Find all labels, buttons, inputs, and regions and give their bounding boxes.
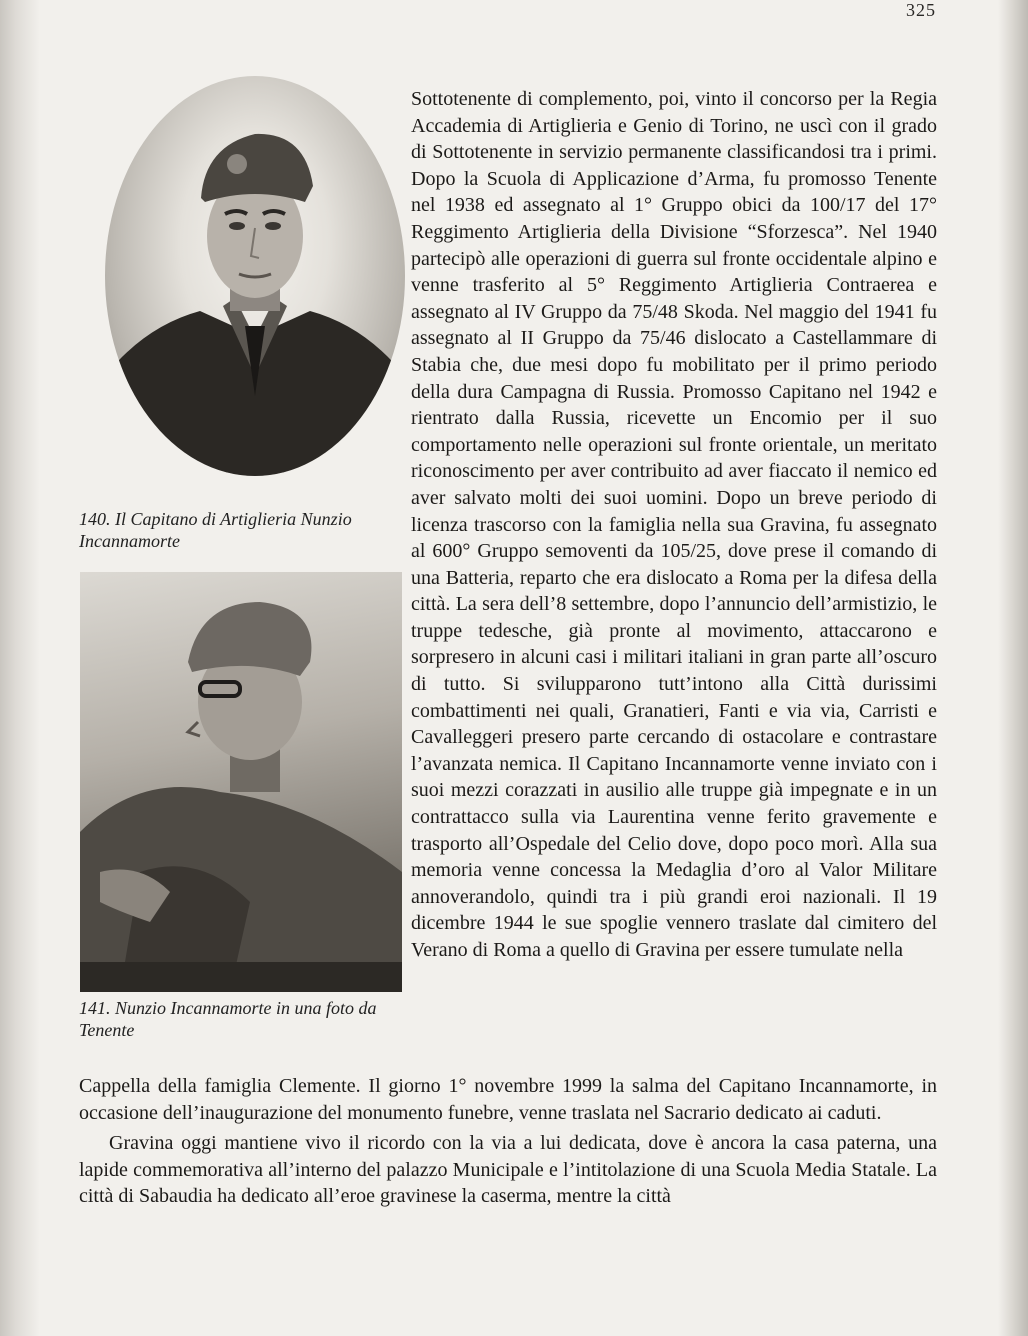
portrait-photo-captain bbox=[105, 76, 405, 476]
photo-lieutenant bbox=[80, 572, 402, 992]
body-paragraph-1-continued: Cappella della famiglia Clemente. Il giorno 1° novembre 1999 la salma del Capitano Incannamorte, in occasione dell’inaugurazione del monumento funebre, venne traslata nel Sacrario dedicato ai caduti. bbox=[79, 1075, 937, 1124]
figure-141-caption: 141. Nunzio Incannamorte in una foto da Tenente bbox=[79, 998, 377, 1040]
page-number: 325 bbox=[906, 0, 936, 20]
lieutenant-illustration bbox=[80, 572, 402, 992]
body-text-column bbox=[411, 86, 937, 964]
body-text-full-width bbox=[79, 1073, 937, 1210]
scan-shadow-right bbox=[998, 0, 1028, 1336]
figure-140-caption: 140. Il Capitano di Artiglieria Nunzio Incannamorte bbox=[79, 509, 352, 551]
body-paragraph-1: Sottotenente di complemento, poi, vinto il concorso per la Regia Accademia di Artiglieria e Genio di Torino, ne uscì con il grado di Sottotenente in servizio permanente classificandosi tra i primi. Dopo la Scuola di Applicazione d’Arma, fu promosso Tenente nel 1938 ed assegnato al 1° Gruppo obici da 100/17 del 17° Reggimento Artiglieria della Divisione “Sforzesca”. Nel 1940 partecipò alle operazioni di guerra sul fronte occidentale alpino e venne trasferito al 5° Reggimento Artiglieria Contraerea e assegnato al IV Gruppo da 75/48 Skoda. Nel maggio del 1941 fu assegnato al II Gruppo da 75/46 dislocato a Castellammare di Stabia che, due mesi dopo fu mobilitato per il primo periodo della dura Campagna di Russia. Promosso Capitano nel 1942 e rientrato dalla Russia, ricevette un Encomio per il suo comportamento nelle operazioni sul fronte orientale, un meritato riconoscimento per aver contribuito ad aver fiaccato il nemico ed aver salvato molti dei suoi uomini. Dopo un breve periodo di licenza trascorso con la famiglia nella sua Gravina, fu assegnato al 600° Gruppo semoventi da 105/25, dove prese il comando di una Batteria, reparto che era dislocato a Roma per la difesa della città. La sera dell’8 settembre, dopo l’annuncio dell’armistizio, le truppe tedesche, già pronte al movimento, attaccarono e sorpresero in alcuni casi i militari italiani in gran parte all’oscuro di tutto. Si svilupparono tutt’intono alla Città durissimi combattimenti nei quali, Granatieri, Fanti e via via, Carristi e Cavalleggeri presero parte cercando di ostacolare e contrastare l’avanzata nemica. Il Capitano Incannamorte venne inviato con i suoi mezzi corazzati in ausilio alle truppe già impegnate e in un contrattacco sulla via Laurentina venne ferito gravemente e trasporto all’Ospedale del Celio dove, dopo poco morì. Alla sua memoria venne concessa la Medaglia d’oro al Valor Militare annoverandolo, quindi tra i più grandi eroi nazionali. Il 19 dicembre 1944 le sue spoglie vennero traslate dal cimitero del Verano di Roma a quello di Gravina per essere tumulate nella bbox=[411, 88, 937, 961]
portrait-illustration bbox=[105, 76, 405, 476]
body-paragraph-2: Gravina oggi mantiene vivo il ricordo con la via a lui dedicata, dove è ancora la casa paterna, una lapide commemorativa all’interno del palazzo Municipale e l’intitolazione di una Scuola Media Statale. La città di Sabaudia ha dedicato all’eroe gravinese la caserma, mentre la città bbox=[79, 1132, 937, 1208]
scan-shadow-left bbox=[0, 0, 40, 1336]
